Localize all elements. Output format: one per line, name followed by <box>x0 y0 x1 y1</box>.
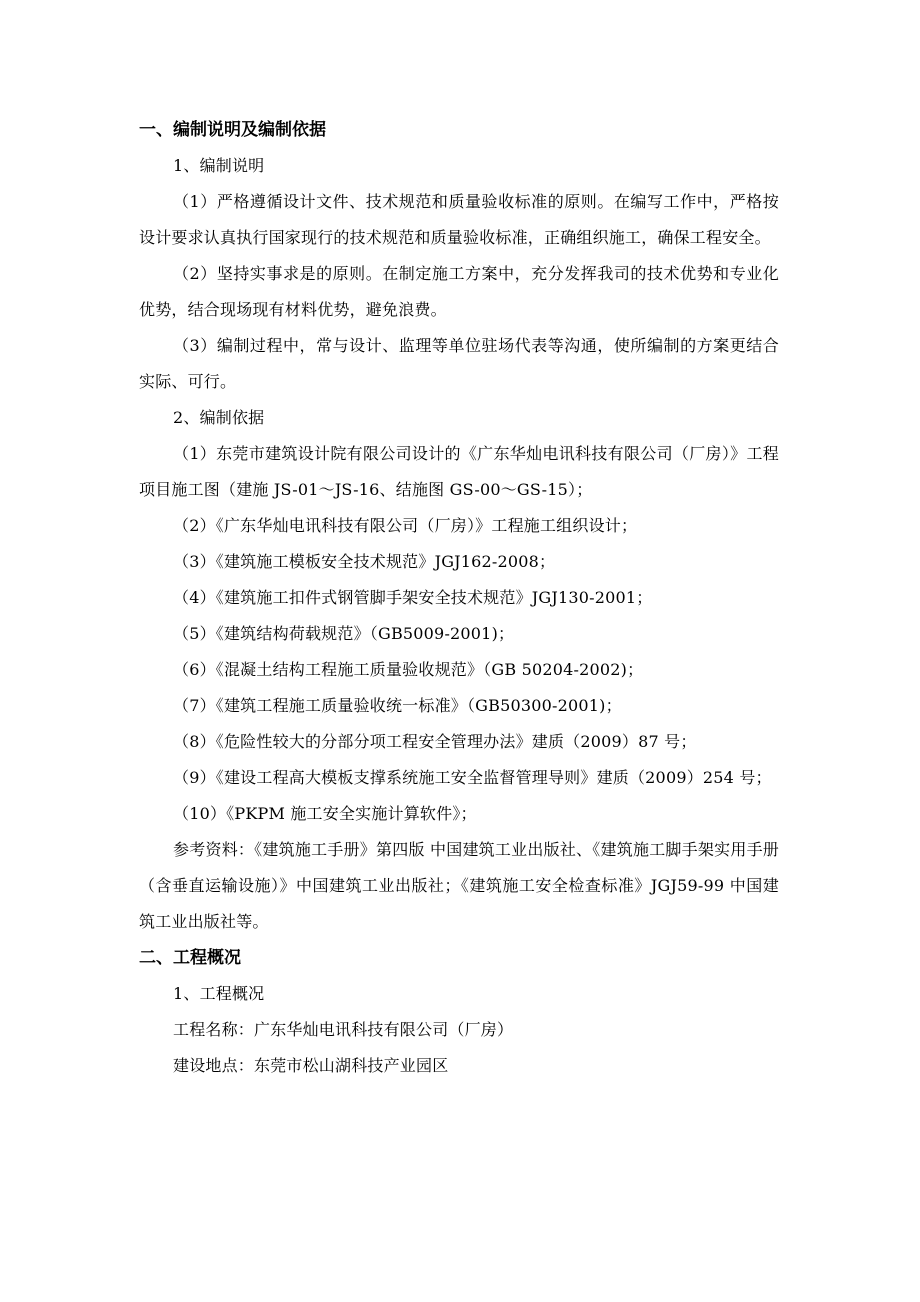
document-body <box>139 112 779 1084</box>
subsection-heading-1-2: 2、编制依据 <box>173 408 265 427</box>
basis-item-4: （4）《建筑施工扣件式钢管脚手架安全技术规范》JGJ130-2001； <box>173 588 653 607</box>
basis-item-5: （5）《建筑结构荷载规范》（GB5009-2001)； <box>173 624 515 643</box>
paragraph-principle-3: （3）编制过程中，常与设计、监理等单位驻场代表等沟通，使所编制的方案更结合实际、可行。 <box>139 336 779 391</box>
section-heading-2: 二、工程概况 <box>139 948 241 968</box>
basis-item-6: （6）《混凝土结构工程施工质量验收规范》（GB 50204-2002)； <box>173 660 644 679</box>
project-location: 建设地点：东莞市松山湖科技产业园区 <box>173 1056 449 1075</box>
basis-item-9: （9）《建设工程高大模板支撑系统施工安全监督管理导则》建质（2009）254 号； <box>173 768 772 787</box>
subsection-heading-1-1: 1、编制说明 <box>173 156 265 175</box>
subsection-heading-2-1: 1、工程概况 <box>173 984 265 1003</box>
basis-item-3: （3）《建筑施工模板安全技术规范》JGJ162-2008； <box>173 552 556 571</box>
paragraph-principle-2: （2）坚持实事求是的原则。在制定施工方案中，充分发挥我司的技术优势和专业化优势，结合现场现有材料优势，避免浪费。 <box>139 264 779 319</box>
project-name: 工程名称：广东华灿电讯科技有限公司（厂房） <box>173 1020 514 1039</box>
basis-item-8: （8）《危险性较大的分部分项工程安全管理办法》建质（2009）87 号； <box>173 732 697 751</box>
paragraph-principle-1: （1）严格遵循设计文件、技术规范和质量验收标准的原则。在编写工作中，严格按设计要求认真执行国家现行的技术规范和质量验收标准，正确组织施工，确保工程安全。 <box>139 192 779 247</box>
basis-item-10: （10）《PKPM 施工安全实施计算软件》； <box>173 804 477 823</box>
basis-item-2: （2）《广东华灿电讯科技有限公司（厂房）》工程施工组织设计； <box>173 516 638 535</box>
basis-item-7: （7）《建筑工程施工质量验收统一标准》（GB50300-2001)； <box>173 696 622 715</box>
basis-item-1: （1）东莞市建筑设计院有限公司设计的《广东华灿电讯科技有限公司（厂房）》工程项目施工图（建施 JS-01～JS-16、结施图 GS-00～GS-15）； <box>139 444 779 499</box>
section-heading-1: 一、编制说明及编制依据 <box>139 120 326 140</box>
reference-materials: 参考资料：《建筑施工手册》第四版 中国建筑工业出版社、《建筑施工脚手架实用手册（含垂直运输设施）》中国建筑工业出版社；《建筑施工安全检查标准》JGJ59-99 中国建筑工业出版社等。 <box>139 840 779 931</box>
